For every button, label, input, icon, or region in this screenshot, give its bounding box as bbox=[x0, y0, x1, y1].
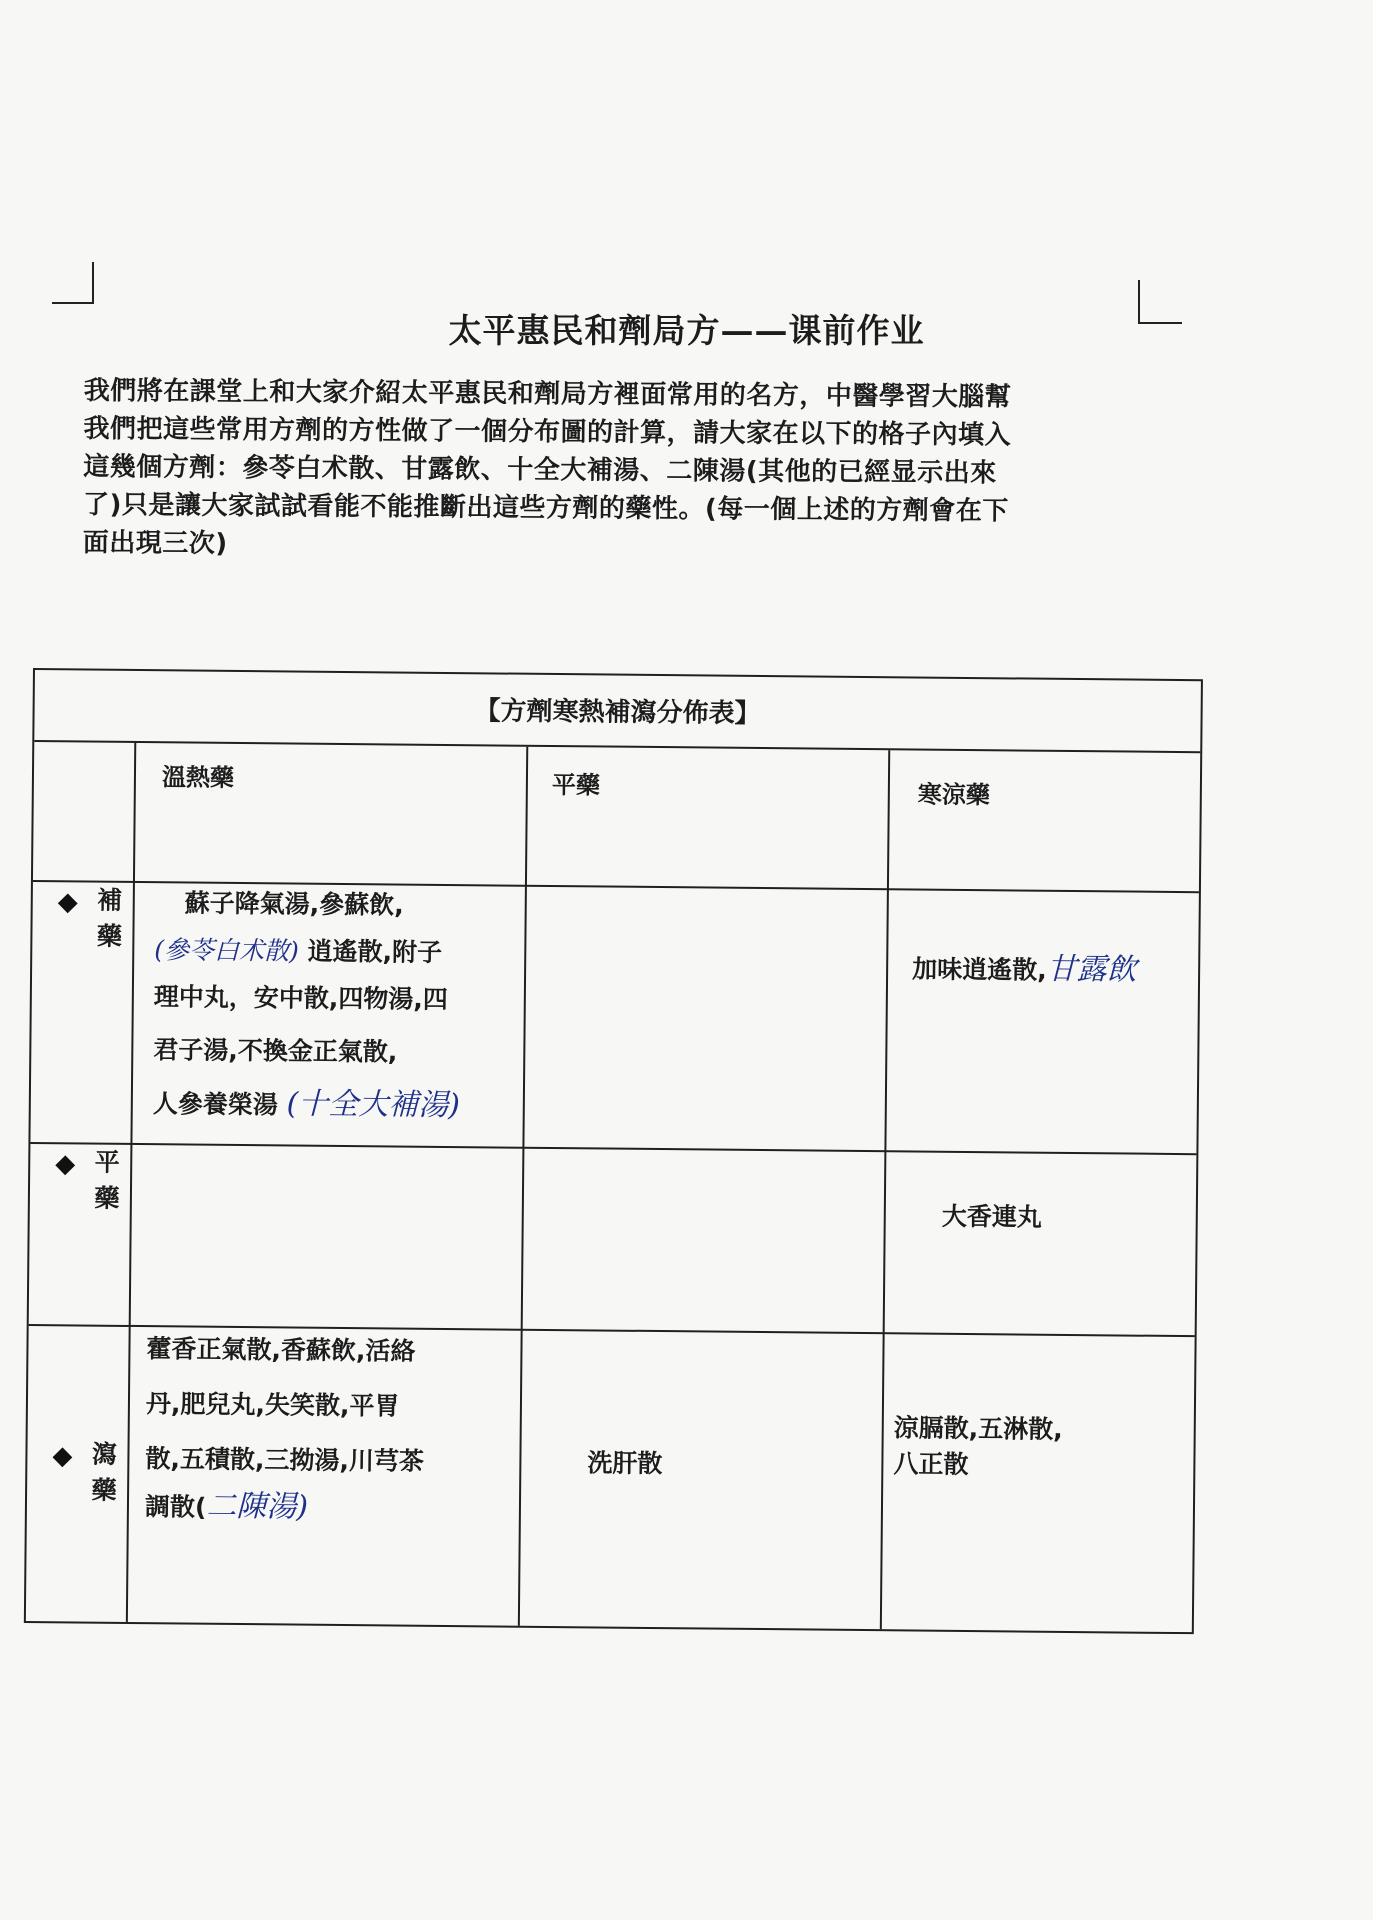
crop-mark-left bbox=[52, 262, 94, 304]
column-header-neutral: 平藥 bbox=[551, 770, 601, 800]
formula-line bbox=[155, 879, 515, 929]
formula-line bbox=[153, 1026, 513, 1076]
diamond-bullet-icon bbox=[58, 893, 78, 913]
printed-text: 人參養榮湯 bbox=[152, 1089, 278, 1120]
printed-text: 藿香正氣散,香蘇飲,活絡 bbox=[146, 1334, 416, 1366]
intro-line: 了)只是讓大家試試看能不能推斷出這些方劑的藥性。(每一個上述的方劑會在下 bbox=[82, 489, 1009, 527]
intro-line: 面出現三次) bbox=[82, 527, 228, 560]
formula-line bbox=[153, 1079, 513, 1130]
table-header-row bbox=[33, 742, 1200, 893]
printed-text: 丹,肥兒丸,失笑散,平胃 bbox=[145, 1389, 400, 1421]
printed-text: 涼膈散,五淋散, bbox=[893, 1413, 1063, 1444]
printed-text: 逍遙散,附子 bbox=[307, 936, 443, 967]
printed-text: 大香連丸 bbox=[941, 1201, 1042, 1232]
printed-text: 八正散 bbox=[893, 1449, 969, 1480]
printed-text: 洗肝散 bbox=[587, 1448, 663, 1479]
printed-text: 調散( bbox=[144, 1492, 207, 1522]
printed-text: 散,五積散,三拗湯,川芎茶 bbox=[145, 1444, 425, 1476]
intro-line: 我們把這些常用方劑的方性做了一個分布圖的計算，請大家在以下的格子內填入 bbox=[83, 413, 1012, 451]
table-caption: 【方劑寒熱補瀉分佈表】 bbox=[474, 696, 761, 729]
formula-line bbox=[894, 1410, 1194, 1449]
formula-distribution-table bbox=[24, 668, 1203, 1634]
row-header-neutral bbox=[30, 1144, 130, 1213]
row-label: 瀉藥 bbox=[91, 1439, 118, 1505]
formula-line bbox=[154, 926, 514, 976]
diamond-bullet-icon bbox=[53, 1447, 73, 1467]
row-label: 平藥 bbox=[94, 1147, 120, 1213]
diamond-bullet-icon bbox=[55, 1155, 75, 1175]
column-header-warm: 溫熱藥 bbox=[161, 763, 235, 792]
cell-tonic-cold bbox=[912, 944, 1212, 995]
cell-purgative-cold bbox=[893, 1410, 1194, 1485]
printed-text: 君子湯,不換金正氣散, bbox=[153, 1035, 398, 1067]
formula-line bbox=[893, 1446, 1193, 1485]
handwritten-answer: (參苓白术散) bbox=[154, 935, 299, 966]
cell-purgative-neutral bbox=[587, 1439, 867, 1489]
formula-line bbox=[145, 1482, 515, 1534]
handwritten-answer: (十全大補湯) bbox=[286, 1086, 461, 1124]
row-header-tonic bbox=[33, 882, 133, 951]
table-row-tonic bbox=[30, 882, 1198, 1155]
printed-text: 蘇子降氣湯,參蘇飲, bbox=[184, 888, 404, 920]
formula-line bbox=[145, 1435, 515, 1486]
printed-text: 理中丸，安中散,四物湯,四 bbox=[153, 982, 448, 1014]
row-header-purgative bbox=[28, 1436, 128, 1505]
cell-tonic-warm bbox=[153, 879, 515, 1130]
intro-line: 我們將在課堂上和大家介紹太平惠民和劑局方裡面常用的名方，中醫學習大腦幫 bbox=[83, 375, 1012, 413]
intro-paragraph bbox=[83, 372, 1134, 569]
table-row-neutral bbox=[29, 1144, 1197, 1337]
formula-line bbox=[146, 1325, 516, 1376]
column-header-cold: 寒涼藥 bbox=[917, 780, 990, 810]
cell-purgative-warm bbox=[145, 1325, 517, 1534]
formula-line bbox=[146, 1380, 516, 1431]
formula-line bbox=[154, 973, 514, 1023]
printed-text: 加味逍遙散, bbox=[912, 954, 1047, 985]
handwritten-answer: 甘露飲 bbox=[1046, 951, 1137, 988]
row-label: 補藥 bbox=[96, 885, 123, 951]
page-title: 太平惠民和劑局方——课前作业 bbox=[448, 311, 925, 350]
cell-neutral-cold bbox=[942, 1193, 1202, 1242]
intro-line: 這幾個方劑：參苓白术散、甘露飲、十全大補湯、二陳湯(其他的已經显示出來 bbox=[83, 451, 997, 489]
table-row-purgative bbox=[26, 1326, 1195, 1634]
table-caption-row bbox=[34, 670, 1201, 753]
handwritten-answer: 二陳湯) bbox=[206, 1488, 309, 1525]
